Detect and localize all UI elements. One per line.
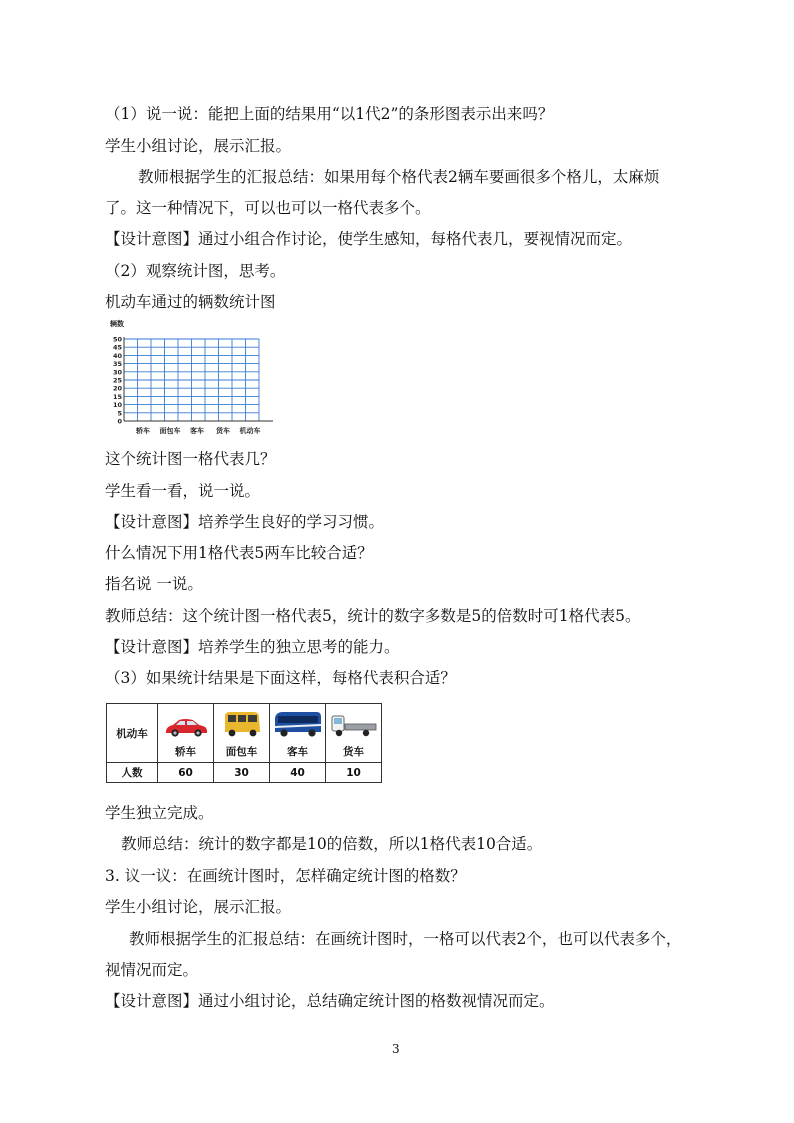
paragraph: 学生独立完成。: [105, 804, 214, 822]
table-cell: [270, 704, 326, 763]
design-intent: 【设计意图】通过小组合作讨论，使学生感知，每格代表几，要视情况而定。: [105, 230, 633, 248]
x-category-label: 面包车: [159, 427, 181, 435]
paragraph: 指名说 一说。: [105, 575, 203, 593]
paragraph: 教师根据学生的汇报总结：如果用每个格代表2辆车要画很多个格儿，太麻烦: [138, 168, 660, 186]
table-header-cell: 人数: [107, 763, 158, 783]
question-1: （1）说一说：能把上面的结果用“以1代2”的条形图表示出来吗？: [105, 105, 554, 123]
table-column-label: 面包车: [225, 746, 258, 758]
table-cell: [158, 704, 214, 763]
question-2: （2）观察统计图，思考。: [105, 262, 286, 280]
table-cell: [326, 704, 382, 763]
bar-chart: [104, 316, 274, 440]
y-tick-label: 25: [112, 376, 122, 385]
paragraph: 学生小组讨论，展示汇报。: [105, 898, 292, 916]
paragraph: 了。这一种情况下，可以也可以一格代表多个。: [105, 199, 431, 217]
table-header-cell: 机动车: [107, 704, 158, 763]
table-row: [107, 704, 382, 763]
table-value-cell: 40: [270, 763, 326, 783]
chart-title: 机动车通过的辆数统计图: [105, 293, 276, 311]
chart-svg: [104, 316, 274, 440]
x-category-label: 轿车: [136, 427, 150, 435]
paragraph: 教师总结：这个统计图一格代表5，统计的数字多数是5的倍数时可1格代表5。: [105, 607, 641, 625]
paragraph: 这个统计图一格代表几？: [105, 450, 276, 468]
design-intent: 【设计意图】培养学生的独立思考的能力。: [105, 638, 400, 656]
table-column-label: 货车: [343, 746, 364, 758]
y-tick-label: 50: [112, 335, 122, 344]
y-tick-label: 35: [112, 360, 122, 369]
y-tick-label: 15: [112, 392, 122, 401]
y-tick-label: 40: [112, 351, 122, 360]
y-tick-label: 5: [117, 409, 122, 418]
table-column-label: 客车: [287, 746, 308, 758]
x-category-label: 货车: [216, 427, 230, 435]
paragraph: 视情况而定。: [105, 961, 199, 979]
y-tick-label: 0: [117, 417, 122, 426]
section-3-heading: 3. 议一议：在画统计图时，怎样确定统计图的格数？: [105, 867, 466, 885]
paragraph: 教师总结：统计的数字都是10的倍数，所以1格代表10合适。: [121, 835, 543, 853]
design-intent: 【设计意图】通过小组讨论，总结确定统计图的格数视情况而定。: [105, 992, 555, 1010]
van-icon: [222, 710, 262, 738]
paragraph: 学生小组讨论，展示汇报。: [105, 137, 292, 155]
y-tick-label: 20: [112, 384, 122, 393]
paragraph: 教师根据学生的汇报总结：在画统计图时，一格可以代表2个，也可以代表多个，: [129, 930, 682, 948]
y-tick-label: 45: [112, 343, 122, 352]
paragraph: 学生看一看，说一说。: [105, 482, 261, 500]
table-value-cell: 60: [158, 763, 214, 783]
x-category-label: 客车: [190, 427, 204, 435]
car-icon: [163, 716, 209, 738]
y-tick-label: 30: [112, 368, 122, 377]
table-value-cell: 10: [326, 763, 382, 783]
paragraph: 什么情况下用1格代表5两车比较合适？: [105, 544, 373, 562]
vehicle-table: [106, 703, 382, 783]
table-column-label: 轿车: [175, 746, 196, 758]
y-tick-label: 10: [112, 401, 122, 410]
bus-icon: [273, 710, 323, 738]
design-intent: 【设计意图】培养学生良好的学习习惯。: [105, 513, 385, 531]
table-value-cell: 30: [214, 763, 270, 783]
y-axis-label: 辆数: [110, 320, 124, 328]
table-cell: [214, 704, 270, 763]
table-row: [107, 763, 382, 783]
question-3: （3）如果统计结果是下面这样，每格代表积合适？: [105, 669, 456, 687]
truck-icon: [330, 712, 378, 738]
page-number: 3: [392, 1042, 400, 1056]
x-category-label: 机动车: [239, 427, 261, 435]
